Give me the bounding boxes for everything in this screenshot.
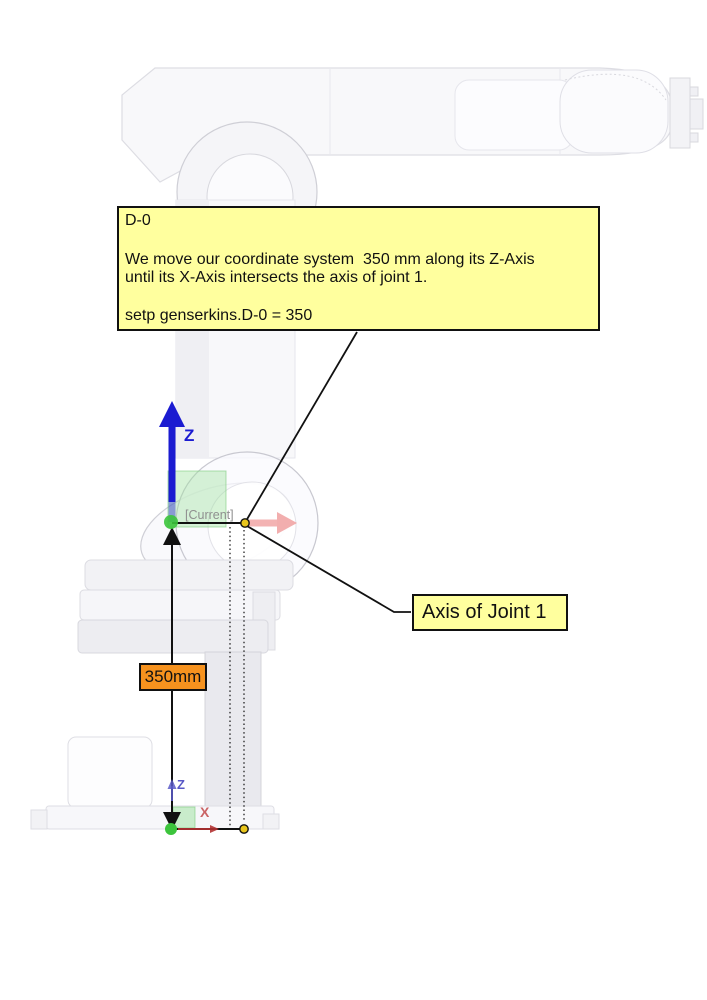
joint1-axis-marker-top: [241, 519, 249, 527]
origin-dot-current: [164, 515, 178, 529]
robot-turntable-upper: [85, 560, 293, 590]
robot-flange-nub-mid: [690, 99, 703, 129]
z-axis-shaft: [169, 424, 176, 502]
robot-turntable-lower: [80, 590, 280, 620]
axis-of-joint-label: Axis of Joint 1: [412, 594, 568, 631]
x-axis-letter-base: X: [200, 804, 210, 820]
note-body-line1: We move our coordinate system 350 mm along its Z-Axis: [125, 251, 535, 268]
origin-dot-base: [165, 823, 177, 835]
robot-base-column: [205, 652, 261, 828]
robot-flange-nub-bottom: [690, 133, 698, 142]
robot-wrist-capsule: [560, 70, 668, 153]
robot-base-flange: [46, 806, 274, 829]
current-frame-name: [Current]: [185, 508, 234, 522]
note-title: D-0: [125, 212, 151, 229]
z-axis-letter-current: Z: [184, 426, 195, 445]
note-command: setp genserkins.D-0 = 350: [125, 307, 313, 324]
robot-flange-nub-top: [690, 87, 698, 96]
robot-base-foot-left: [31, 810, 47, 829]
x-axis-shaft: [249, 520, 277, 527]
robot-tool-flange: [670, 78, 690, 148]
note-box: [117, 206, 600, 331]
robot-base-foot-right: [263, 814, 279, 829]
robot-base-cylinder: [68, 737, 152, 808]
z-axis-letter-base: Z: [177, 777, 185, 792]
joint1-axis-marker-bottom: [240, 825, 248, 833]
base-z-arrowhead-icon: [168, 779, 177, 789]
robot-model: [31, 68, 703, 829]
robot-forearm-panel: [455, 80, 573, 150]
dimension-value-label: 350mm: [139, 663, 207, 691]
note-body-line2: until its X-Axis intersects the axis of joint 1.: [125, 269, 428, 286]
